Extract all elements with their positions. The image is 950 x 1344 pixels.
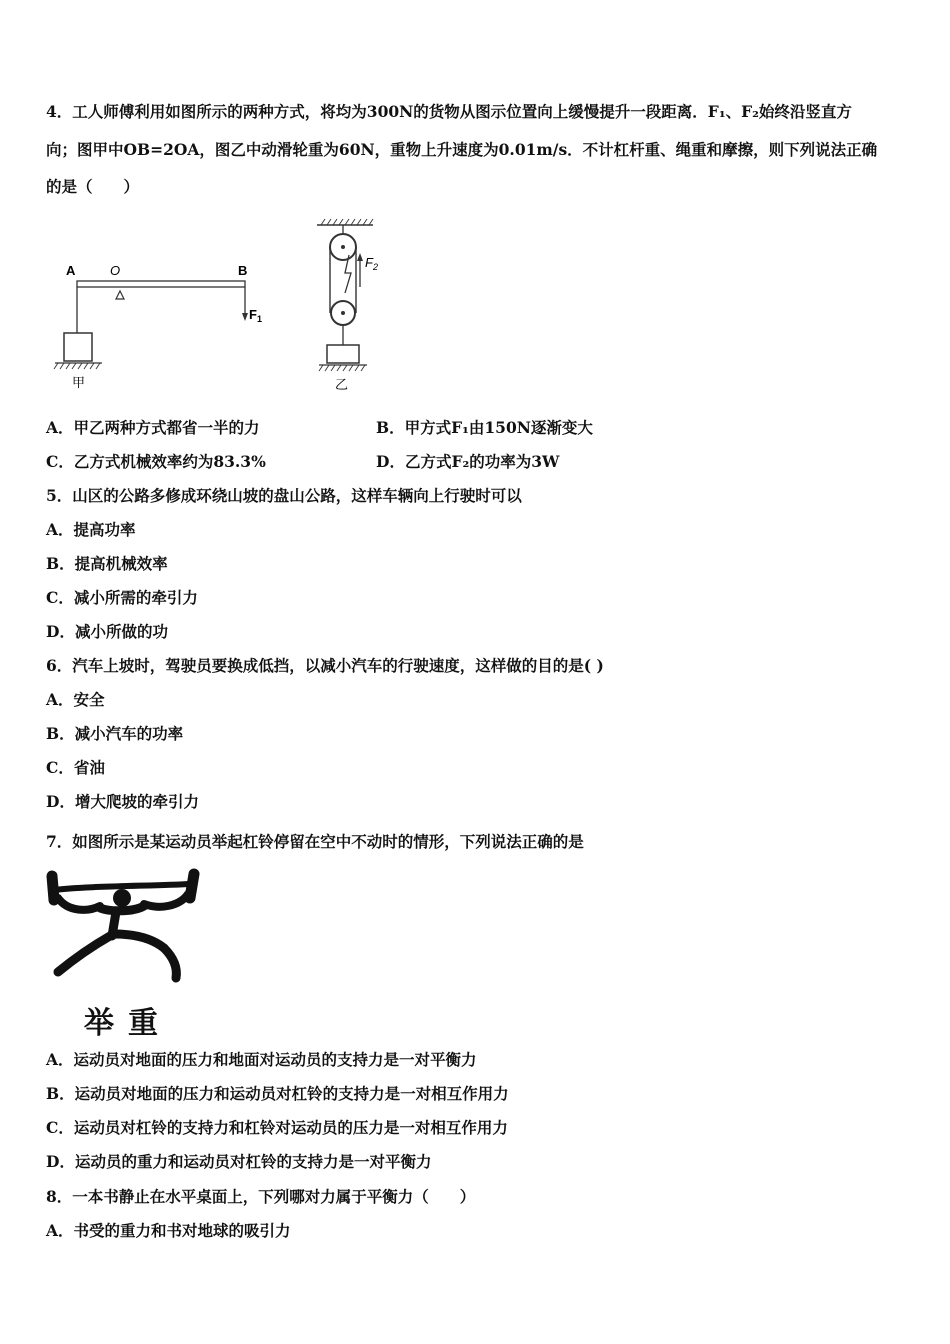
q4-stem-line3: 的是（ ） [46, 177, 140, 196]
weight-box-jia [64, 333, 92, 361]
figure-caption-yi: 乙 [335, 377, 349, 392]
pulley-label-f2: $F_2$ [365, 255, 378, 272]
q7-option-c: C．运动员对杠铃的支持力和杠铃对运动员的压力是一对相互作用力 [46, 1118, 508, 1137]
q5-stem: 5．山区的公路多修成环绕山坡的盘山公路，这样车辆向上行驶时可以 [46, 486, 522, 505]
q6-option-c: C．省油 [46, 758, 105, 777]
lever-bar [77, 281, 245, 287]
q4-option-c: C．乙方式机械效率约为83.3% [46, 452, 266, 471]
q5-option-d: D．减小所做的功 [46, 622, 168, 641]
pulley-figure-yi [305, 215, 405, 395]
lever-label-f1: $F_1$ [249, 307, 262, 324]
q4-option-d: D．乙方式F₂的功率为3W [376, 452, 560, 471]
q5-option-a: A．提高功率 [46, 520, 136, 539]
lever-label-b: B [238, 263, 248, 278]
q7-stem: 7．如图所示是某运动员举起杠铃停留在空中不动时的情形，下列说法正确的是 [46, 832, 584, 851]
q6-option-b: B．减小汽车的功率 [46, 724, 184, 743]
q7-option-a: A．运动员对地面的压力和地面对运动员的支持力是一对平衡力 [46, 1050, 477, 1069]
pictogram-caption: 举重 [84, 1006, 172, 1041]
q4-stem-line2: 向；图甲中OB=2OA，图乙中动滑轮重为60N，重物上升速度为0.01m/s．不计杠杆重、绳重和摩擦，则下列说法正确 [46, 140, 878, 159]
weightlifting-pictogram [44, 868, 204, 988]
q4-option-b: B．甲方式F₁由150N逐渐变大 [376, 418, 593, 437]
q6-option-a: A．安全 [46, 690, 105, 709]
q8-stem: 8．一本书静止在水平桌面上，下列哪对力属于平衡力（ ） [46, 1187, 476, 1206]
lever-label-o: O [110, 263, 121, 278]
lever-fulcrum [116, 291, 124, 299]
q8-option-a: A．书受的重力和书对地球的吸引力 [46, 1221, 291, 1240]
lever-label-a: A [66, 263, 76, 278]
figure-caption-jia: 甲 [72, 375, 86, 390]
q6-stem: 6．汽车上坡时，驾驶员要换成低挡，以减小汽车的行驶速度，这样做的目的是( ) [46, 656, 604, 675]
lever-figure-jia [50, 255, 280, 395]
q4-stem-line1: 4．工人师傅利用如图所示的两种方式，将均为300N的货物从图示位置向上缓慢提升一段距离．F₁、F₂始终沿竖直方 [46, 102, 852, 121]
q4-option-a: A．甲乙两种方式都省一半的力 [46, 418, 260, 437]
q5-option-c: C．减小所需的牵引力 [46, 588, 198, 607]
q6-option-d: D．增大爬坡的牵引力 [46, 792, 199, 811]
q7-option-b: B．运动员对地面的压力和运动员对杠铃的支持力是一对相互作用力 [46, 1084, 509, 1103]
weight-box-yi [327, 345, 359, 363]
q5-option-b: B．提高机械效率 [46, 554, 168, 573]
q7-option-d: D．运动员的重力和运动员对杠铃的支持力是一对平衡力 [46, 1152, 432, 1171]
